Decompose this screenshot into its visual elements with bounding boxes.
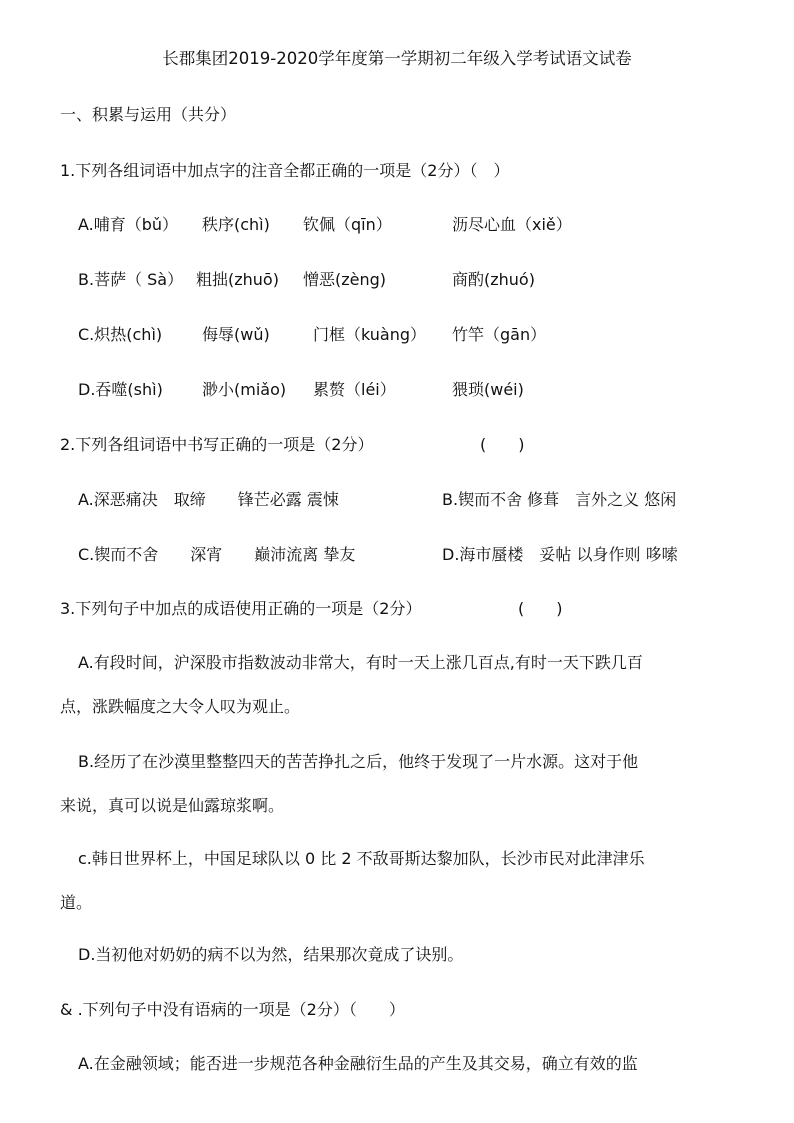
question-2-option-d: D.海市蜃楼 妥帖 以身作则 哆嗦	[442, 545, 678, 564]
option-a-word-3: 钦佩（qīn）	[303, 215, 392, 234]
question-2-option-c: C.锲而不舍 深宵 巅沛流离 挚友	[78, 545, 356, 564]
option-d-word-2: 渺小(miǎo)	[202, 380, 287, 399]
option-d-word-1: D.吞噬(shì)	[78, 380, 163, 399]
question-2-option-b: B.锲而不舍 修葺 言外之义 悠闲	[442, 490, 677, 509]
question-4-stem: & .下列句子中没有语病的一项是（2分）（ ）	[60, 1000, 405, 1019]
option-a-word-2: 秩序(chì)	[202, 215, 270, 234]
question-2-option-a: A.深恶痛决 取缔 锋芒必露 震悚	[78, 490, 339, 509]
question-3-option-b-line-1: B.经历了在沙漠里整整四天的苦苦挣扎之后，他终于发现了一片水源。这对于他	[78, 752, 639, 771]
option-c-word-3: 门框（kuàng）	[313, 325, 427, 344]
question-1-stem: 1.下列各组词语中加点字的注音全都正确的一项是（2分）（ ）	[60, 161, 510, 180]
question-3-stem: 3.下列句子中加点的成语使用正确的一项是（2分）	[60, 599, 422, 618]
option-a-word-1: A.哺育（bǔ）	[78, 215, 179, 234]
section-heading: 一、积累与运用（共分）	[60, 105, 237, 124]
option-b-word-4: 商酌(zhuó)	[452, 270, 535, 289]
question-2-stem: 2.下列各组词语中书写正确的一项是（2分）	[60, 435, 374, 454]
question-2-answer-paren: ( )	[480, 435, 525, 454]
page-title: 长郡集团2019-2020学年度第一学期初二年级入学考试语文试卷	[162, 49, 632, 68]
option-b-word-2: 粗拙(zhuō)	[196, 270, 279, 289]
question-3-option-b-line-2: 来说，真可以说是仙露琼浆啊。	[60, 796, 285, 815]
option-b-word-1: B.菩萨（ Sà）	[78, 270, 184, 289]
option-a-word-4: 沥尽心血（xiě）	[452, 215, 572, 234]
question-4-option-a-line-1: A.在金融领域；能否进一步规范各种金融衍生品的产生及其交易，确立有效的监	[78, 1054, 638, 1073]
question-3-option-c-line-1: c.韩日世界杯上，中国足球队以 0 比 2 不敌哥斯达黎加队，长沙市民对此津津乐	[78, 849, 645, 868]
option-c-word-4: 竹竿（gān）	[452, 325, 547, 344]
option-d-word-4: 猥琐(wéi)	[452, 380, 524, 399]
option-c-word-2: 侮辱(wǔ)	[202, 325, 270, 344]
option-c-word-1: C.炽热(chì)	[78, 325, 163, 344]
question-3-answer-paren: ( )	[518, 599, 563, 618]
question-3-option-c-line-2: 道。	[60, 893, 93, 912]
question-3-option-a-line-2: 点，涨跌幅度之大令人叹为观止。	[60, 697, 301, 716]
option-b-word-3: 憎恶(zèng)	[303, 270, 387, 289]
option-d-word-3: 累赘（léi）	[313, 380, 396, 399]
question-3-option-a-line-1: A.有段时间，沪深股市指数波动非常大，有时一天上涨几百点,有时一天下跌几百	[78, 653, 643, 672]
question-3-option-d-line-1: D.当初他对奶奶的病不以为然，结果那次竟成了诀别。	[78, 945, 464, 964]
